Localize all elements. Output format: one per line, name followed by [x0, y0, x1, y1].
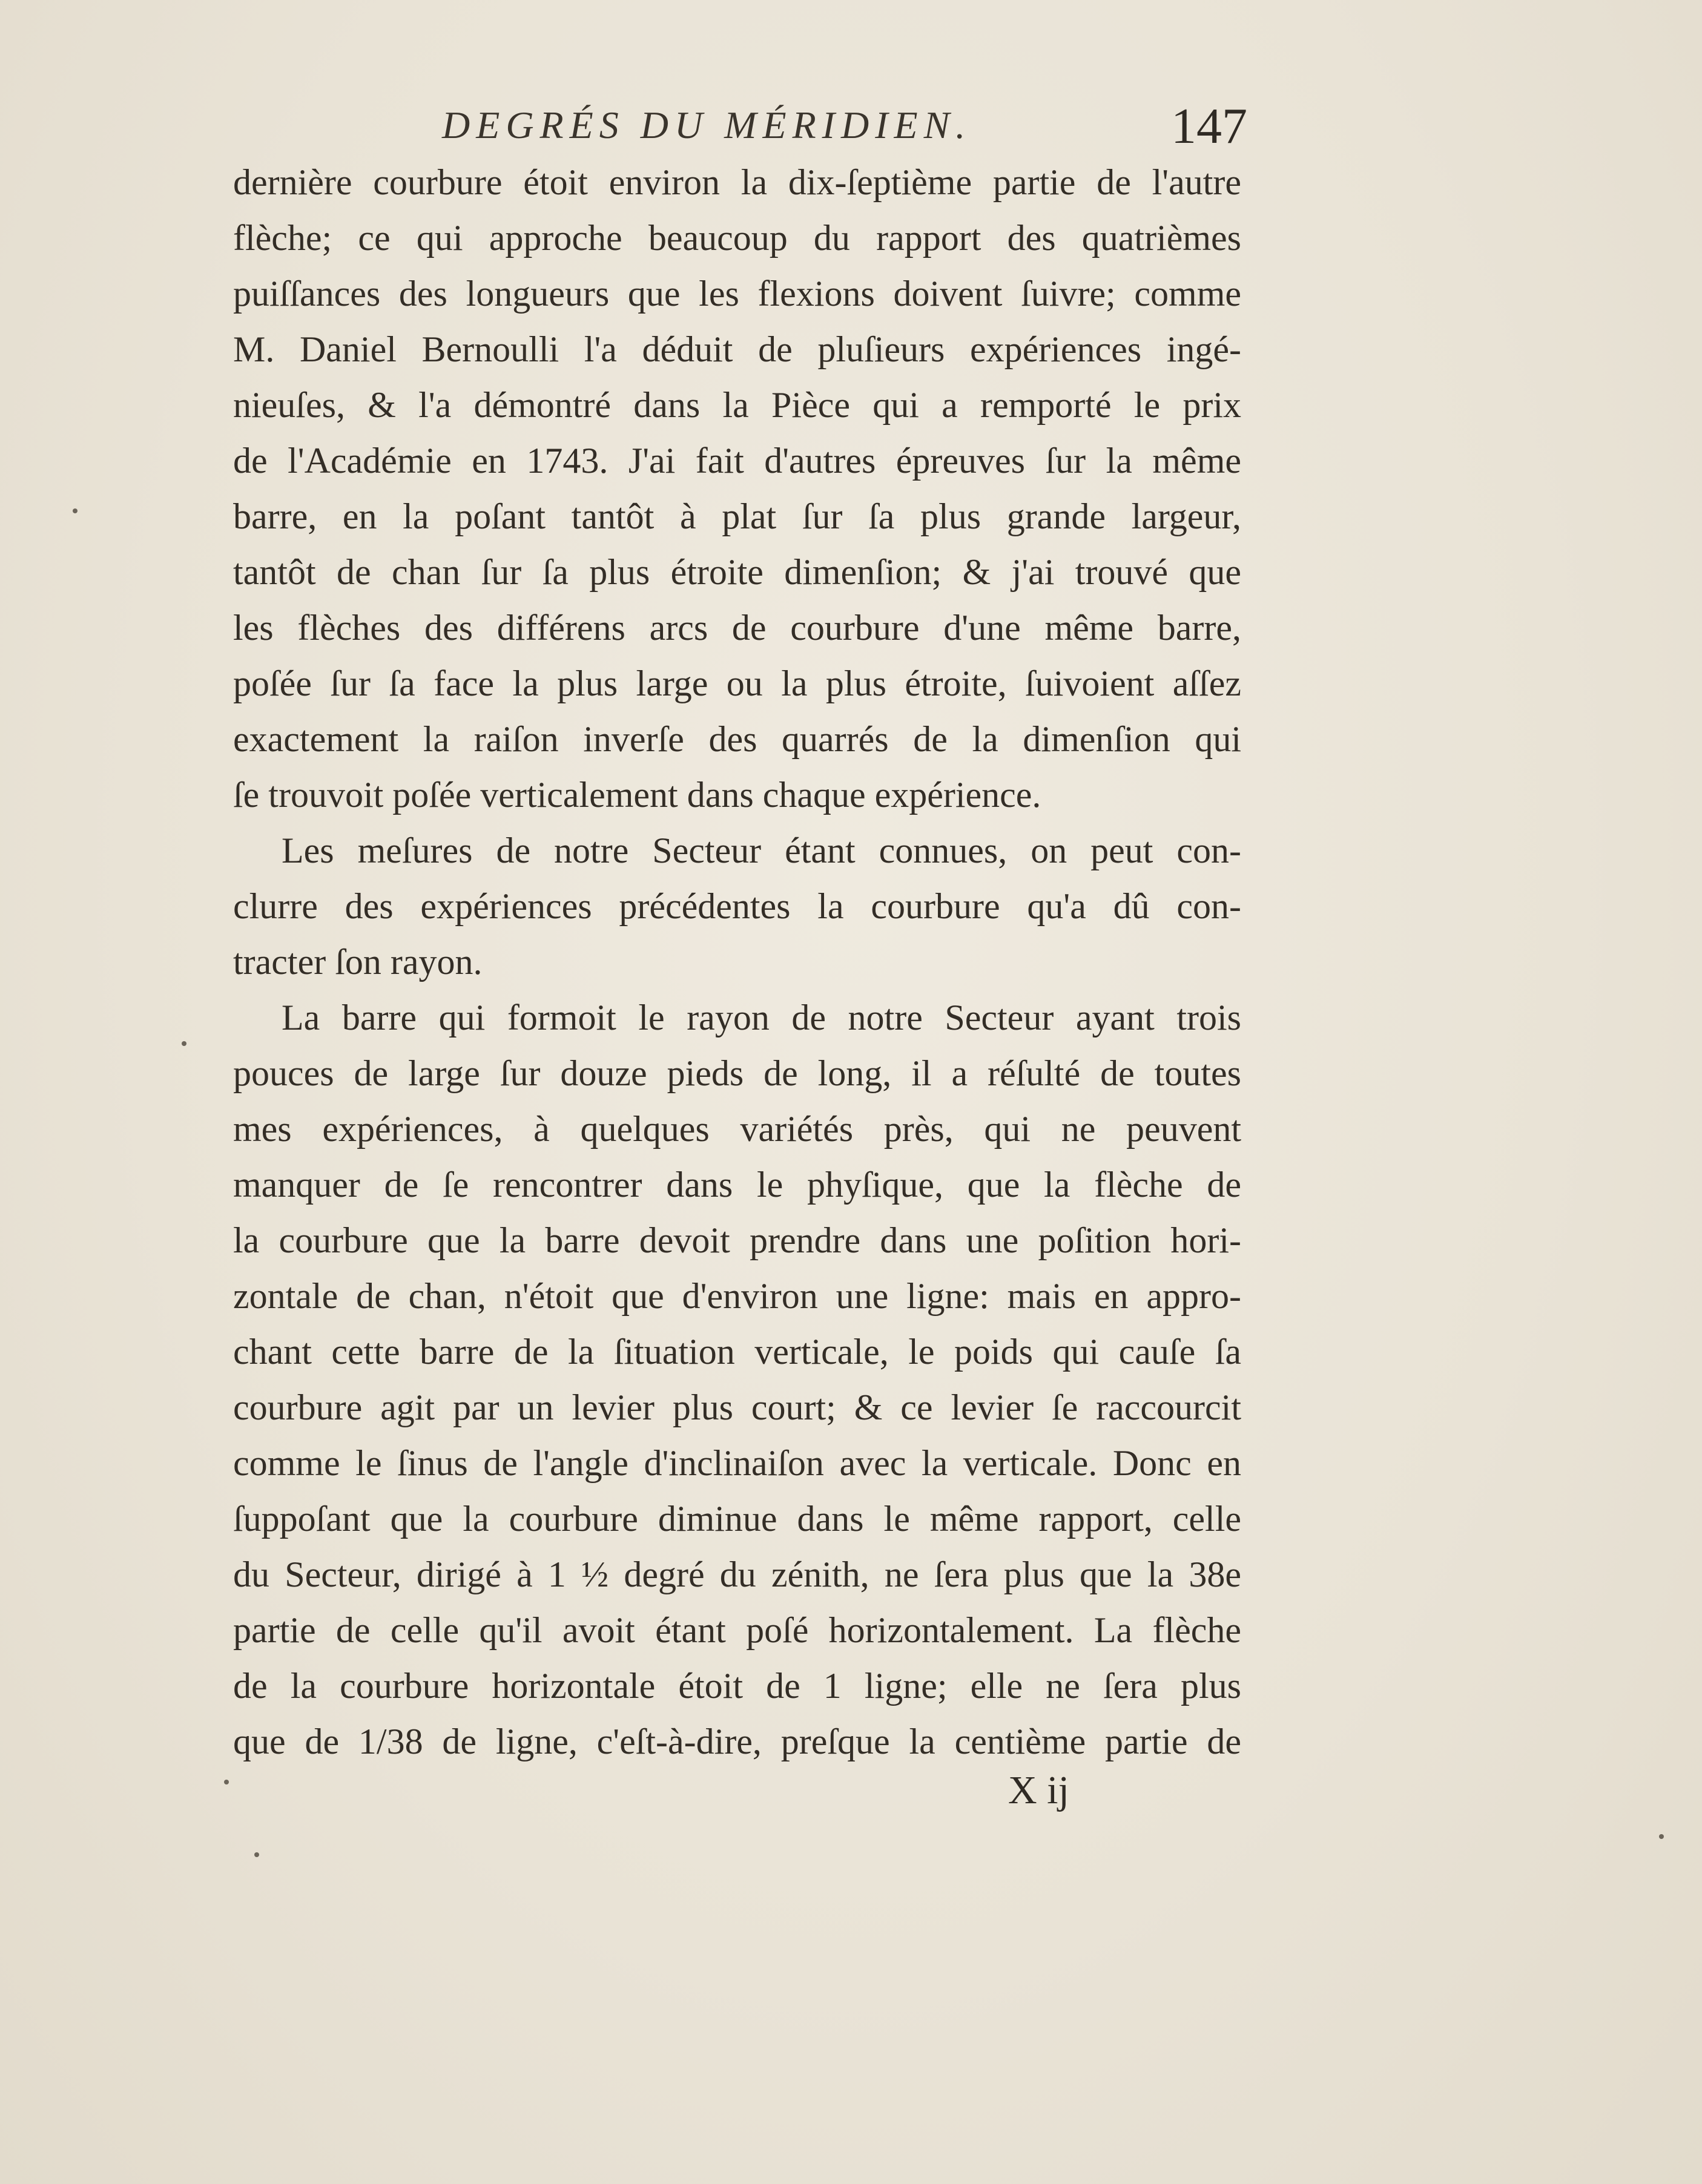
text-line: flèche; ce qui approche beaucoup du rapport des quatrièmes: [233, 218, 1241, 258]
paper-speck: [1659, 1834, 1664, 1839]
text-line: les flèches des différens arcs de courbure d'une même barre,: [233, 608, 1241, 648]
text-line: clurre des expériences précédentes la courbure qu'a dû con-: [233, 886, 1241, 926]
page-header: [436, 97, 1247, 163]
text-line: tracter ſon rayon.: [233, 942, 483, 982]
text-line: La barre qui formoit le rayon de notre Secteur ayant trois: [282, 998, 1241, 1038]
signature-mark: X ij: [1008, 1768, 1069, 1812]
paper-speck: [254, 1852, 259, 1857]
text-line: partie de celle qu'il avoit étant poſé horizontalement. La flèche: [233, 1610, 1241, 1650]
paper-speck: [182, 1041, 186, 1046]
text-line: barre, en la poſant tantôt à plat ſur ſa plus grande largeur,: [233, 496, 1241, 536]
text-line: mes expériences, à quelques variétés près, qui ne peuvent: [233, 1109, 1241, 1149]
text-line: que de 1/38 de ligne, c'eſt-à-dire, preſque la centième partie de: [233, 1722, 1241, 1761]
text-line: poſée ſur ſa face la plus large ou la plus étroite, ſuivoient aſſez: [233, 663, 1241, 703]
body-text: [233, 154, 1241, 1769]
page-number: 147: [1171, 98, 1247, 154]
running-head: DEGRÉS DU MÉRIDIEN.: [442, 104, 972, 146]
text-line: ſuppoſant que la courbure diminue dans le même rapport, celle: [233, 1499, 1241, 1539]
text-line: Les meſures de notre Secteur étant connues, on peut con-: [282, 831, 1241, 870]
text-line: puiſſances des longueurs que les flexions doivent ſuivre; comme: [233, 274, 1241, 314]
text-line: du Secteur, dirigé à 1 ½ degré du zénith, ne ſera plus que la 38e: [233, 1554, 1241, 1594]
text-line: exactement la raiſon inverſe des quarrés de la dimenſion qui: [233, 719, 1241, 759]
text-line: manquer de ſe rencontrer dans le phyſique, que la flèche de: [233, 1165, 1241, 1205]
text-line: courbure agit par un levier plus court; & ce levier ſe raccourcit: [233, 1387, 1241, 1427]
text-line: zontale de chan, n'étoit que d'environ une ligne: mais en appro-: [233, 1276, 1241, 1316]
text-line: dernière courbure étoit environ la dix-ſeptième partie de l'autre: [233, 162, 1241, 202]
paper-speck: [73, 508, 78, 513]
text-line: nieuſes, & l'a démontré dans la Pièce qui a remporté le prix: [233, 385, 1241, 425]
text-line: pouces de large ſur douze pieds de long, il a réſulté de toutes: [233, 1053, 1241, 1093]
text-line: chant cette barre de la ſituation verticale, le poids qui cauſe ſa: [233, 1332, 1241, 1372]
text-line: comme le ſinus de l'angle d'inclinaiſon avec la verticale. Donc en: [233, 1443, 1241, 1483]
text-line: tantôt de chan ſur ſa plus étroite dimenſion; & j'ai trouvé que: [233, 552, 1241, 592]
text-line: de la courbure horizontale étoit de 1 ligne; elle ne ſera plus: [233, 1666, 1241, 1706]
text-line: de l'Académie en 1743. J'ai fait d'autres épreuves ſur la même: [233, 441, 1241, 481]
text-line: ſe trouvoit poſée verticalement dans chaque expérience.: [233, 775, 1041, 815]
text-line: la courbure que la barre devoit prendre dans une poſition hori-: [233, 1220, 1241, 1260]
paper-speck: [224, 1780, 229, 1784]
text-line: M. Daniel Bernoulli l'a déduit de pluſieurs expériences ingé-: [233, 329, 1241, 369]
